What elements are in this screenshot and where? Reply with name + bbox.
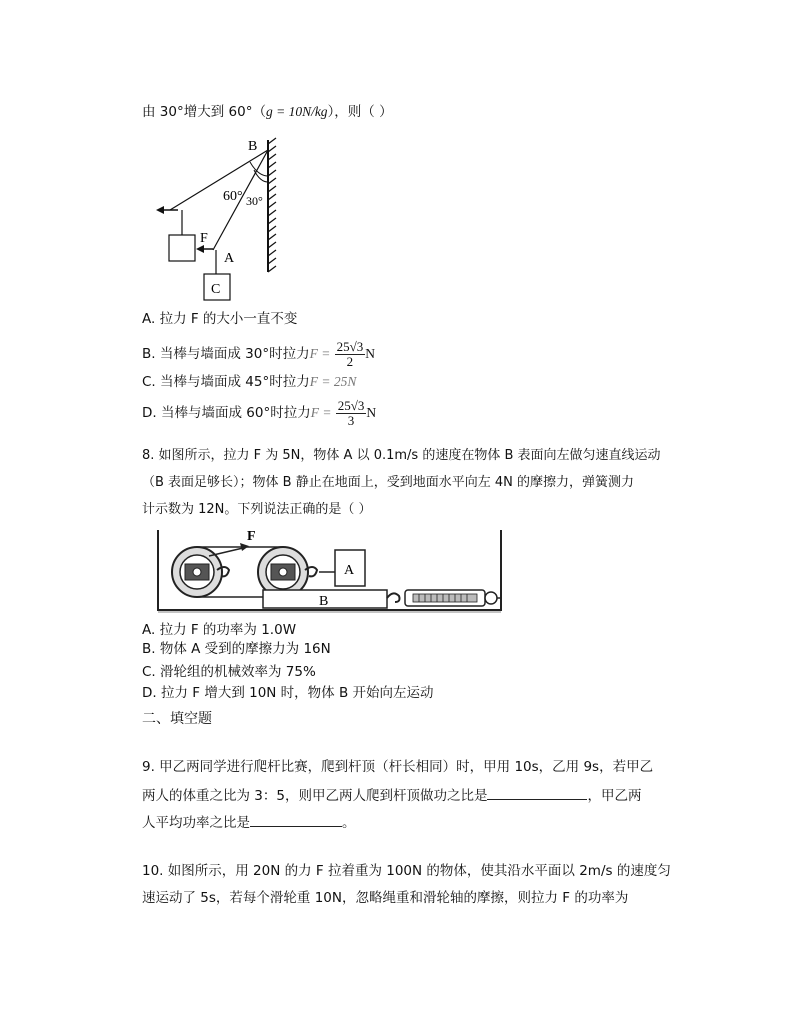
section-title: 二、填空题 bbox=[142, 711, 212, 727]
q8-option-a: A. 拉力 F 的功率为 1.0W bbox=[142, 622, 297, 638]
q7-option-b-fraction bbox=[335, 340, 366, 369]
q8-stem-line1: 8. 如图所示，拉力 F 为 5N，物体 A 以 0.1m/s 的速度在物体 B 表面向左做匀速直线运动 bbox=[142, 448, 661, 463]
q7-option-b bbox=[142, 339, 375, 369]
q8-stem-line3: 计示数为 12N。下列说法正确的是（ ） bbox=[142, 502, 372, 517]
q7-option-d-fraction bbox=[336, 399, 367, 428]
q9-stem-line3 bbox=[142, 812, 356, 832]
q9-line3-tail: 。 bbox=[342, 815, 356, 831]
q7-option-d bbox=[142, 398, 376, 428]
q8-pulley-diagram bbox=[155, 528, 505, 616]
q7-intro-start: 由 30°增大到 60°（ bbox=[142, 104, 266, 120]
q9-line3-text: 人平均功率之比是 bbox=[142, 815, 250, 831]
q9-answer-blank-work[interactable] bbox=[487, 785, 587, 800]
q7-intro bbox=[142, 103, 393, 121]
q7-option-b-numerator: 25√3 bbox=[336, 338, 364, 354]
q8-stem-line2: （B 表面足够长）；物体 B 静止在地面上，受到地面水平向左 4N 的摩擦力，弹簧测力 bbox=[142, 475, 634, 490]
q7-option-c-text: C. 当棒与墙面成 45°时拉力 bbox=[142, 374, 310, 390]
q7-option-d-f: F = bbox=[310, 405, 332, 420]
q9-stem-line2 bbox=[142, 785, 641, 805]
q7-option-b-f: F = bbox=[309, 346, 331, 361]
q7-option-d-unit: N bbox=[366, 405, 377, 420]
q7-label-f: F bbox=[200, 231, 208, 246]
q9-line2-tail: ，甲乙两 bbox=[587, 788, 642, 804]
q8-option-b: B. 物体 A 受到的摩擦力为 16N bbox=[142, 641, 331, 657]
q7-option-d-denominator: 3 bbox=[347, 412, 355, 428]
q7-intro-end: ），则（ ） bbox=[327, 104, 393, 120]
q9-line2-text: 两人的体重之比为 3：5，则甲乙两人爬到杆顶做功之比是 bbox=[142, 788, 488, 804]
q10-stem-line1: 10. 如图所示，用 20N 的力 F 拉着重为 100N 的物体，使其沿水平面以 2m/s 的速度匀 bbox=[142, 863, 671, 879]
q8-label-f: F bbox=[247, 529, 256, 544]
q9-stem-line1: 9. 甲乙两同学进行爬杆比赛，爬到杆顶（杆长相同）时，甲用 10s，乙用 9s，若甲乙 bbox=[142, 759, 654, 775]
q7-option-b-denominator: 2 bbox=[346, 353, 354, 369]
q7-label-60: 60° bbox=[223, 189, 243, 204]
q8-option-d: D. 拉力 F 增大到 10N 时，物体 B 开始向左运动 bbox=[142, 685, 434, 701]
q7-option-d-text: D. 当棒与墙面成 60°时拉力 bbox=[142, 405, 311, 421]
q7-option-b-unit: N bbox=[365, 346, 375, 361]
q7-option-c bbox=[142, 373, 356, 391]
q9-answer-blank-power[interactable] bbox=[250, 812, 342, 827]
q7-label-a: A bbox=[224, 251, 235, 266]
q7-gravity: g = 10N/kg bbox=[265, 104, 328, 119]
q10-stem-line2: 速运动了 5s，若每个滑轮重 10N，忽略绳重和滑轮轴的摩擦，则拉力 F 的功率为 bbox=[142, 890, 629, 906]
q7-lever-diagram bbox=[150, 132, 290, 304]
q7-option-a: A. 拉力 F 的大小一直不变 bbox=[142, 311, 298, 327]
q8-option-c: C. 滑轮组的机械效率为 75% bbox=[142, 664, 316, 680]
q7-label-c: C bbox=[211, 282, 221, 297]
q7-option-d-numerator: 25√3 bbox=[337, 397, 365, 413]
q8-label-a: A bbox=[344, 563, 355, 578]
q7-option-b-text: B. 当棒与墙面成 30°时拉力 bbox=[142, 346, 310, 362]
q7-label-30: 30° bbox=[246, 194, 263, 208]
q7-label-b: B bbox=[248, 139, 258, 154]
q8-label-b: B bbox=[319, 594, 329, 609]
q7-option-c-value: F = 25N bbox=[309, 374, 357, 389]
